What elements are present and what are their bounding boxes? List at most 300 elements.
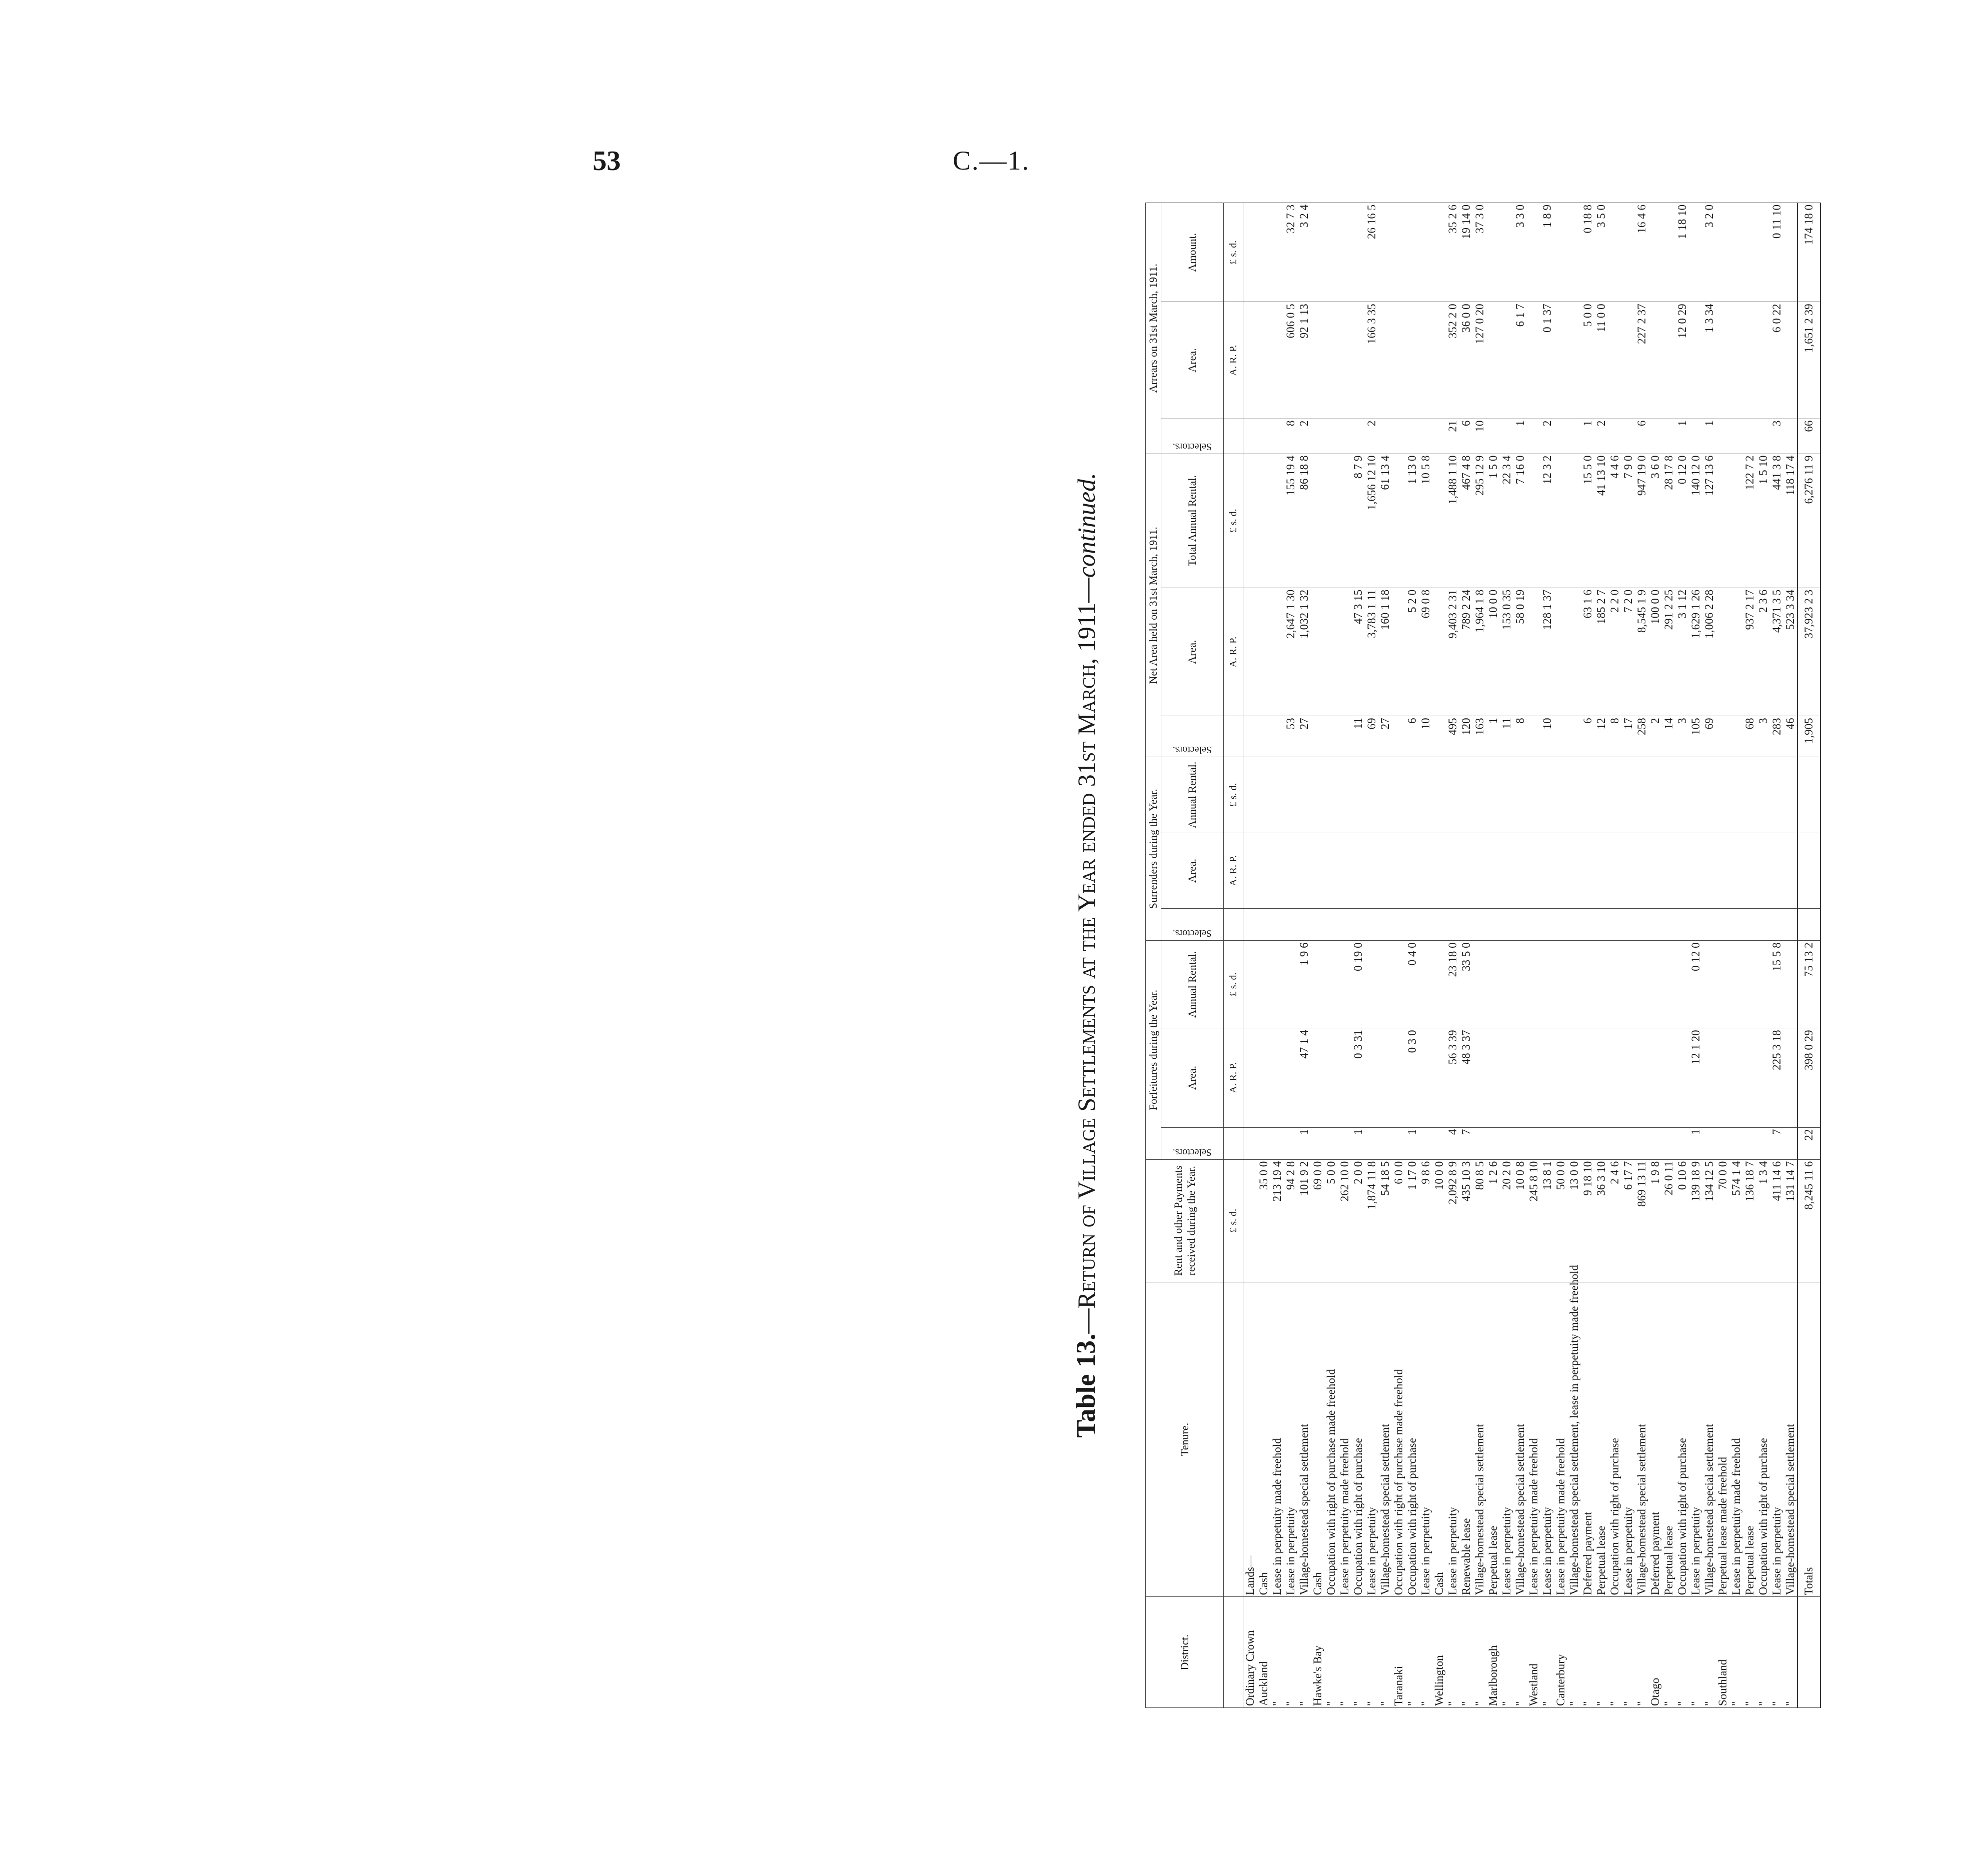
forfeiture-rental: [1554, 941, 1567, 1028]
forfeiture-area: [1311, 1028, 1324, 1127]
forfeiture-area: [1608, 1028, 1621, 1127]
surrender-rental: [1378, 757, 1392, 833]
surrender-selectors: [1594, 909, 1608, 941]
rent-cell: 69 0 0: [1311, 1159, 1324, 1282]
district-cell: Wellington: [1432, 1597, 1446, 1708]
district-cell: ": [1365, 1597, 1378, 1708]
rent-cell: 6 17 7: [1621, 1159, 1635, 1282]
surrender-area: [1446, 833, 1459, 909]
net-area-rental: 12 3 2: [1540, 454, 1554, 588]
net-area-selectors: 46: [1783, 716, 1797, 757]
forfeiture-area: [1783, 1028, 1797, 1127]
surrender-area: [1324, 833, 1338, 909]
net-area-selectors: [1554, 716, 1567, 757]
net-area-rental: 947 19 0: [1635, 454, 1648, 588]
net-area-col-header: Area.: [1161, 588, 1224, 716]
district-cell: ": [1324, 1597, 1338, 1708]
forfeiture-area: [1419, 1028, 1432, 1127]
table-row: [1675, 203, 1689, 1708]
forfeiture-rental: [1743, 941, 1756, 1028]
settlements-table-wrap: [1145, 203, 1985, 1708]
table-row: [1662, 203, 1675, 1708]
table-row: [1689, 203, 1702, 1708]
district-cell: ": [1500, 1597, 1513, 1708]
forfeiture-area: [1716, 1028, 1729, 1127]
arrears-area: [1554, 302, 1567, 419]
arrears-selectors: [1554, 419, 1567, 454]
forfeiture-selectors: [1270, 1127, 1284, 1159]
arrears-selectors: [1486, 419, 1500, 454]
arrears-selectors: [1662, 419, 1675, 454]
surrender-rental: [1783, 757, 1797, 833]
forfeiture-selectors: [1513, 1127, 1527, 1159]
net-area-header: Net Area held on 31st March, 1911.: [1146, 454, 1161, 757]
surrender-selectors: [1297, 909, 1311, 941]
net-area-rental: 15 5 0: [1581, 454, 1594, 588]
surrender-area: [1500, 833, 1513, 909]
surrender-rental: [1297, 757, 1311, 833]
net-area-area: 7 2 0: [1621, 588, 1635, 716]
net-area-selectors: 163: [1473, 716, 1486, 757]
net-area-rental: 22 3 4: [1500, 454, 1513, 588]
net-area-rental: [1729, 454, 1743, 588]
arrears-area: [1405, 302, 1419, 419]
tenure-cell: Village-homestead special settlement: [1297, 1282, 1311, 1597]
table-row: [1378, 203, 1392, 1708]
tenure-cell: Deferred payment: [1648, 1282, 1662, 1597]
surrender-rental: [1405, 757, 1419, 833]
net-area-selectors: 120: [1459, 716, 1473, 757]
tenure-cell: Perpetual lease: [1743, 1282, 1756, 1597]
surrender-area: [1567, 833, 1581, 909]
net-area-rental: 1 13 0: [1405, 454, 1419, 588]
surrender-selectors: [1338, 909, 1351, 941]
net-area-selectors: 3: [1675, 716, 1689, 757]
rent-cell: 94 2 8: [1284, 1159, 1297, 1282]
arrears-rental: [1432, 203, 1446, 302]
forfeiture-area: [1743, 1028, 1756, 1127]
table-title-text: —Return of Village Settlements at the Year ended 31st March, 1911—: [1072, 578, 1100, 1334]
tenure-cell: Lease in perpetuity: [1621, 1282, 1635, 1597]
surrender-rental: [1365, 757, 1378, 833]
net-area-selectors: 8: [1608, 716, 1621, 757]
arrears-selectors: [1243, 419, 1257, 454]
net-area-rental: 295 12 9: [1473, 454, 1486, 588]
surrender-selectors: [1783, 909, 1797, 941]
district-cell: ": [1689, 1597, 1702, 1708]
forfeiture-rental: [1662, 941, 1675, 1028]
surrender-area: [1743, 833, 1756, 909]
rent-cell: 213 19 4: [1270, 1159, 1284, 1282]
forfeiture-rental: [1675, 941, 1689, 1028]
arrears-rental: [1554, 203, 1567, 302]
forfeiture-selectors: [1378, 1127, 1392, 1159]
surrender-selectors: [1567, 909, 1581, 941]
net-area-selectors: [1324, 716, 1338, 757]
arrears-selectors: 1: [1513, 419, 1527, 454]
forfeiture-area: [1473, 1028, 1486, 1127]
table-row: [1648, 203, 1662, 1708]
forfeiture-rental: [1513, 941, 1527, 1028]
units-money: £ s. d.: [1224, 757, 1243, 833]
rent-cell: 139 18 9: [1689, 1159, 1702, 1282]
arrears-rental: [1756, 203, 1770, 302]
surrender-selectors: [1716, 909, 1729, 941]
surrender-rental: [1257, 757, 1270, 833]
arrears-selectors: 2: [1365, 419, 1378, 454]
arrears-rental: [1419, 203, 1432, 302]
surrender-selectors: [1270, 909, 1284, 941]
rent-cell: 80 8 5: [1473, 1159, 1486, 1282]
sr-rental-header: Annual Rental.: [1161, 757, 1224, 833]
surrender-area: [1621, 833, 1635, 909]
surrender-rental: [1473, 757, 1486, 833]
net-area-selectors: [1338, 716, 1351, 757]
surrender-selectors: [1405, 909, 1419, 941]
forfeiture-rental: [1486, 941, 1500, 1028]
forfeiture-selectors: 7: [1459, 1127, 1473, 1159]
arrears-rental: 26 16 5: [1365, 203, 1378, 302]
forfeiture-selectors: [1554, 1127, 1567, 1159]
district-cell: ": [1567, 1597, 1581, 1708]
district-cell: ": [1405, 1597, 1419, 1708]
net-area-area: 63 1 6: [1581, 588, 1594, 716]
forfeiture-rental: [1702, 941, 1716, 1028]
surrender-area: [1702, 833, 1716, 909]
forfeiture-rental: [1284, 941, 1297, 1028]
surrender-rental: [1594, 757, 1608, 833]
tenure-cell: Lease in perpetuity: [1770, 1282, 1783, 1597]
surrender-selectors: [1743, 909, 1756, 941]
surrender-area: [1311, 833, 1324, 909]
forfeiture-rental: [1621, 941, 1635, 1028]
arrears-area: [1500, 302, 1513, 419]
surrender-area: [1689, 833, 1702, 909]
net-area-area: 153 0 35: [1500, 588, 1513, 716]
surrender-selectors: [1675, 909, 1689, 941]
surrender-rental: [1243, 757, 1257, 833]
surrender-rental: [1419, 757, 1432, 833]
net-area-selectors: 27: [1378, 716, 1392, 757]
arrears-selectors: [1648, 419, 1662, 454]
tenure-cell: Lease in perpetuity: [1365, 1282, 1378, 1597]
arrears-rental: 3 3 0: [1513, 203, 1527, 302]
ff-area-header: Area.: [1161, 1028, 1224, 1127]
units-money: £ s. d.: [1224, 941, 1243, 1028]
arrears-rental: [1729, 203, 1743, 302]
surrender-area: [1716, 833, 1729, 909]
surrender-rental: [1648, 757, 1662, 833]
arrears-area: 92 1 13: [1297, 302, 1311, 419]
arrears-area: [1419, 302, 1432, 419]
surrender-selectors: [1554, 909, 1567, 941]
forfeiture-selectors: 4: [1446, 1127, 1459, 1159]
table-row: [1270, 203, 1284, 1708]
table-row: [1405, 203, 1419, 1708]
arrears-rental: [1270, 203, 1284, 302]
sr-area-header: Area.: [1161, 833, 1224, 909]
forfeiture-area: [1513, 1028, 1527, 1127]
forfeiture-selectors: [1729, 1127, 1743, 1159]
table-row: [1743, 203, 1756, 1708]
district-cell: Canterbury: [1554, 1597, 1567, 1708]
forfeitures-header: Forfeitures during the Year.: [1146, 941, 1161, 1159]
forfeiture-area: [1324, 1028, 1338, 1127]
rent-cell: 13 0 0: [1567, 1159, 1581, 1282]
surrender-rental: [1270, 757, 1284, 833]
net-area-selectors: 11: [1500, 716, 1513, 757]
forfeiture-rental: [1716, 941, 1729, 1028]
net-area-area: [1311, 588, 1324, 716]
forfeiture-selectors: [1662, 1127, 1675, 1159]
tenure-cell: Cash: [1257, 1282, 1270, 1597]
arrears-selectors: 2: [1540, 419, 1554, 454]
tenure-cell: Lease in perpetuity: [1419, 1282, 1432, 1597]
net-area-rental: [1567, 454, 1581, 588]
tenure-cell: Lease in perpetuity made freehold: [1527, 1282, 1540, 1597]
forfeiture-area: [1365, 1028, 1378, 1127]
net-total-rental-header: Total Annual Rental.: [1161, 454, 1224, 588]
tenure-cell: Occupation with right of purchase made freehold: [1392, 1282, 1405, 1597]
surrender-rental: [1716, 757, 1729, 833]
table-row: [1716, 203, 1729, 1708]
surrender-rental: [1621, 757, 1635, 833]
arrears-rental: [1351, 203, 1365, 302]
net-area-selectors: [1432, 716, 1446, 757]
tenure-cell: Lease in perpetuity made freehold: [1554, 1282, 1567, 1597]
tenure-cell: Occupation with right of purchase: [1756, 1282, 1770, 1597]
surrender-area: [1378, 833, 1392, 909]
arrears-area: 127 0 20: [1473, 302, 1486, 419]
surrender-area: [1594, 833, 1608, 909]
rent-cell: 134 12 5: [1702, 1159, 1716, 1282]
arrears-selectors: [1567, 419, 1581, 454]
surrender-rental: [1635, 757, 1648, 833]
district-cell: Marlborough: [1486, 1597, 1500, 1708]
arrears-rental: [1378, 203, 1392, 302]
net-area-rental: [1311, 454, 1324, 588]
net-area-rental: [1257, 454, 1270, 588]
forfeiture-rental: [1581, 941, 1594, 1028]
net-area-area: 3,783 1 11: [1365, 588, 1378, 716]
surrender-selectors: [1581, 909, 1594, 941]
forfeiture-rental: [1500, 941, 1513, 1028]
forfeiture-rental: [1473, 941, 1486, 1028]
arrears-selectors: [1324, 419, 1338, 454]
forfeiture-rental: [1594, 941, 1608, 1028]
tenure-cell: Lands—: [1243, 1282, 1257, 1597]
net-area-area: 1,629 1 26: [1689, 588, 1702, 716]
forfeiture-rental: 15 5 8: [1770, 941, 1783, 1028]
net-area-area: [1527, 588, 1540, 716]
arrears-area: [1756, 302, 1770, 419]
table-row: [1567, 203, 1581, 1708]
net-area-rental: 8 7 9: [1351, 454, 1365, 588]
tenure-cell: Village-homestead special settlement: [1635, 1282, 1648, 1597]
surrender-area: [1459, 833, 1473, 909]
forfeiture-rental: [1648, 941, 1662, 1028]
rent-cell: 574 1 4: [1729, 1159, 1743, 1282]
net-area-rental: 441 3 8: [1770, 454, 1783, 588]
district-cell: Auckland: [1257, 1597, 1270, 1708]
district-cell: ": [1756, 1597, 1770, 1708]
forfeiture-selectors: 7: [1770, 1127, 1783, 1159]
arrears-area: 6 0 22: [1770, 302, 1783, 419]
net-area-rental: [1527, 454, 1540, 588]
net-area-area: 69 0 8: [1419, 588, 1432, 716]
arrears-area: 11 0 0: [1594, 302, 1608, 419]
surrender-rental: [1459, 757, 1473, 833]
rent-cell: 1,874 11 8: [1365, 1159, 1378, 1282]
arrears-rental: 1 18 10: [1675, 203, 1689, 302]
tenure-cell: Village-homestead special settlement: [1378, 1282, 1392, 1597]
totals-forfeiture-selectors: 22: [1797, 1127, 1820, 1159]
totals-arrears-rental: 174 18 0: [1797, 203, 1820, 302]
table-row: [1702, 203, 1716, 1708]
surrender-area: [1405, 833, 1419, 909]
forfeiture-selectors: [1608, 1127, 1621, 1159]
district-cell: ": [1702, 1597, 1716, 1708]
tenure-cell: Lease in perpetuity: [1284, 1282, 1297, 1597]
page-number: 53: [593, 146, 621, 177]
surrender-selectors: [1729, 909, 1743, 941]
net-area-selectors: [1392, 716, 1405, 757]
net-area-rental: 122 7 2: [1743, 454, 1756, 588]
surrender-rental: [1540, 757, 1554, 833]
surrender-selectors: [1459, 909, 1473, 941]
district-cell: ": [1581, 1597, 1594, 1708]
net-area-selectors: [1257, 716, 1270, 757]
arrears-area: [1257, 302, 1270, 419]
forfeiture-selectors: [1675, 1127, 1689, 1159]
sr-selectors-header: Selectors.: [1161, 909, 1224, 941]
net-area-rental: 1 5 0: [1486, 454, 1500, 588]
forfeiture-area: [1378, 1028, 1392, 1127]
arrears-area: [1716, 302, 1729, 419]
district-cell: ": [1729, 1597, 1743, 1708]
forfeiture-rental: 0 4 0: [1405, 941, 1419, 1028]
surrender-area: [1365, 833, 1378, 909]
district-cell: Hawke's Bay: [1311, 1597, 1324, 1708]
surrender-selectors: [1648, 909, 1662, 941]
table-row: [1554, 203, 1567, 1708]
surrender-area: [1783, 833, 1797, 909]
forfeiture-area: [1675, 1028, 1689, 1127]
totals-district-cell: [1797, 1597, 1820, 1708]
net-area-selectors: [1567, 716, 1581, 757]
table-title: [1070, 203, 1140, 1708]
net-area-area: 291 2 25: [1662, 588, 1675, 716]
arrears-area: [1567, 302, 1581, 419]
arrears-area: 12 0 29: [1675, 302, 1689, 419]
surrender-selectors: [1392, 909, 1405, 941]
arrears-area: [1783, 302, 1797, 419]
net-area-rental: [1324, 454, 1338, 588]
net-area-selectors: 258: [1635, 716, 1648, 757]
totals-surrender-selectors: [1797, 909, 1820, 941]
net-area-selectors: 6: [1405, 716, 1419, 757]
net-area-area: 789 2 24: [1459, 588, 1473, 716]
arrears-selectors: 10: [1473, 419, 1486, 454]
arrears-area: [1432, 302, 1446, 419]
net-area-rental: 61 13 4: [1378, 454, 1392, 588]
forfeiture-rental: [1338, 941, 1351, 1028]
net-area-selectors: 17: [1621, 716, 1635, 757]
surrender-selectors: [1351, 909, 1365, 941]
arrears-selectors: [1419, 419, 1432, 454]
rent-cell: 20 2 0: [1500, 1159, 1513, 1282]
district-cell: ": [1513, 1597, 1527, 1708]
arrears-area: 227 2 37: [1635, 302, 1648, 419]
forfeiture-selectors: [1540, 1127, 1554, 1159]
tenure-cell: Occupation with right of purchase: [1608, 1282, 1621, 1597]
totals-net-area-area: 37,923 2 3: [1797, 588, 1820, 716]
table-row: [1284, 203, 1297, 1708]
net-area-rental: 1,488 1 10: [1446, 454, 1459, 588]
forfeiture-selectors: [1527, 1127, 1540, 1159]
forfeiture-selectors: [1743, 1127, 1756, 1159]
forfeiture-area: [1729, 1028, 1743, 1127]
arrears-rental: [1324, 203, 1338, 302]
rent-cell: 136 18 7: [1743, 1159, 1756, 1282]
arrears-area: [1378, 302, 1392, 419]
table-row: [1459, 203, 1473, 1708]
district-cell: ": [1662, 1597, 1675, 1708]
forfeiture-rental: [1243, 941, 1257, 1028]
arrears-selectors: [1756, 419, 1770, 454]
net-area-selectors: [1729, 716, 1743, 757]
surrender-selectors: [1756, 909, 1770, 941]
forfeiture-selectors: 1: [1689, 1127, 1702, 1159]
arrears-area: [1338, 302, 1351, 419]
district-header: District.: [1146, 1597, 1224, 1708]
arrears-selectors: 6: [1459, 419, 1473, 454]
arrears-selectors: [1405, 419, 1419, 454]
forfeiture-selectors: [1257, 1127, 1270, 1159]
net-area-area: 1,006 2 28: [1702, 588, 1716, 716]
surrender-area: [1581, 833, 1594, 909]
forfeiture-selectors: [1311, 1127, 1324, 1159]
units-money: £ s. d.: [1224, 203, 1243, 302]
arrears-selectors: 1: [1702, 419, 1716, 454]
surrender-selectors: [1243, 909, 1257, 941]
totals-net-area-rental: 6,276 11 9: [1797, 454, 1820, 588]
table-row: [1783, 203, 1797, 1708]
net-area-selectors: 3: [1756, 716, 1770, 757]
arrears-selectors: [1621, 419, 1635, 454]
arrears-area: [1527, 302, 1540, 419]
totals-forfeiture-rental: 75 13 2: [1797, 941, 1820, 1028]
arrears-rental: [1311, 203, 1324, 302]
surrender-rental: [1729, 757, 1743, 833]
surrender-rental: [1311, 757, 1324, 833]
forfeiture-area: 12 1 20: [1689, 1028, 1702, 1127]
surrender-rental: [1284, 757, 1297, 833]
arrears-rental: [1783, 203, 1797, 302]
net-area-area: 2,647 1 30: [1284, 588, 1297, 716]
forfeiture-area: 47 1 4: [1297, 1028, 1311, 1127]
surrender-rental: [1446, 757, 1459, 833]
surrender-area: [1648, 833, 1662, 909]
surrender-area: [1270, 833, 1284, 909]
table-row: [1770, 203, 1783, 1708]
surrender-area: [1756, 833, 1770, 909]
arrears-rental: [1500, 203, 1513, 302]
surrender-rental: [1527, 757, 1540, 833]
arrears-rental: 16 4 6: [1635, 203, 1648, 302]
net-area-area: 2 2 0: [1608, 588, 1621, 716]
rent-cell: 411 14 6: [1770, 1159, 1783, 1282]
